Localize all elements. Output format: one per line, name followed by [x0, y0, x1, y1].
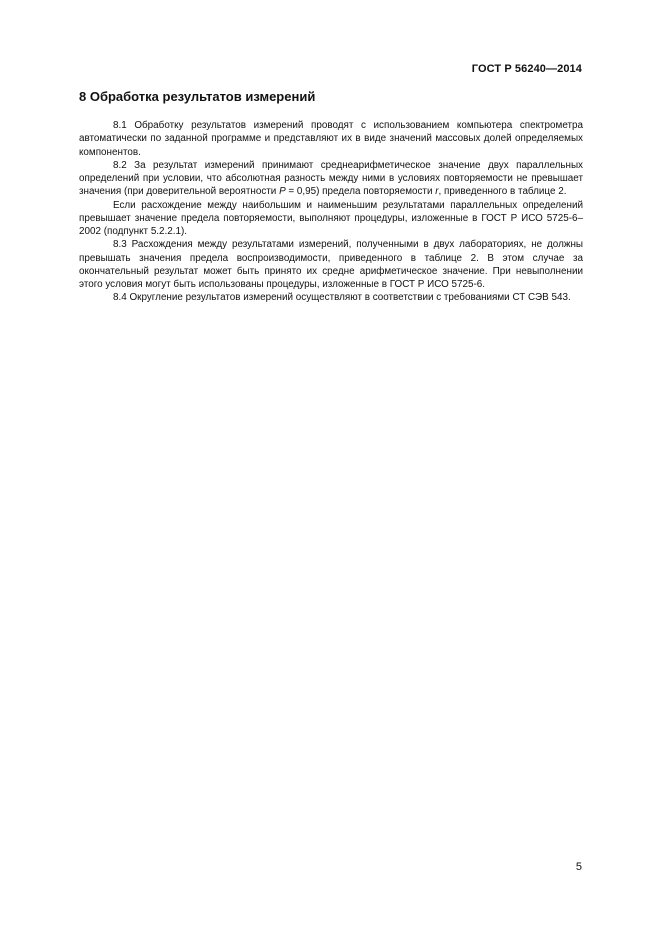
paragraph-text: 8.4 Округление результатов измерений осуществляют в соответствии с требованиями СТ СЭВ 543.	[113, 292, 571, 304]
paragraph-text: = 0,95) предела повторяемости	[285, 186, 436, 198]
page-number: 5	[575, 861, 582, 873]
document-code: ГОСТ Р 56240—2014	[471, 63, 582, 75]
paragraph-8-1	[79, 119, 583, 159]
paragraph-text: 8.3 Расхождения между результатами измерений, полученными в двух лабораториях, не должны превышать значения предела воспроизводимости, приведенного в таблице 2. В этом случае за окончательный результат может быть принято их средне арифметическое значение. При невыполнении этого условия могут быть использованы процедуры, изложенные в ГОСТ Р ИСО 5725-6.	[79, 239, 583, 290]
symbol-confidence-probability: Р	[279, 186, 286, 198]
paragraph-text: Если расхождение между наибольшим и наименьшим результатами параллельных определений превышает значение предела повторяемости, выполняют процедуры, изложенные в ГОСТ Р ИСО 5725-6–2002 (подпункт 5.2.2.1).	[79, 199, 583, 237]
paragraph-8-4	[79, 291, 583, 304]
paragraph-text: 8.1 Обработку результатов измерений проводят с использованием компьютера спектрометра автоматически по заданной программе и представляют их в виде значений массовых долей определяемых компонентов.	[79, 120, 583, 158]
paragraph-text: , приведенного в таблице 2.	[438, 186, 567, 198]
section-8	[79, 89, 583, 305]
section-title: 8 Обработка результатов измерений	[79, 89, 316, 104]
paragraph-8-3	[79, 238, 583, 291]
paragraph-8-2	[79, 159, 583, 199]
symbol-repeatability-limit: r	[435, 186, 439, 198]
paragraph-8-2-note	[79, 199, 583, 239]
paragraph-text: 8.2 За результат измерений принимают среднеарифметическое значение двух параллельных определений при условии, что абсолютная разность между ними в условиях повторяемости не превышает значения (при доверительной вероятности	[79, 159, 583, 198]
